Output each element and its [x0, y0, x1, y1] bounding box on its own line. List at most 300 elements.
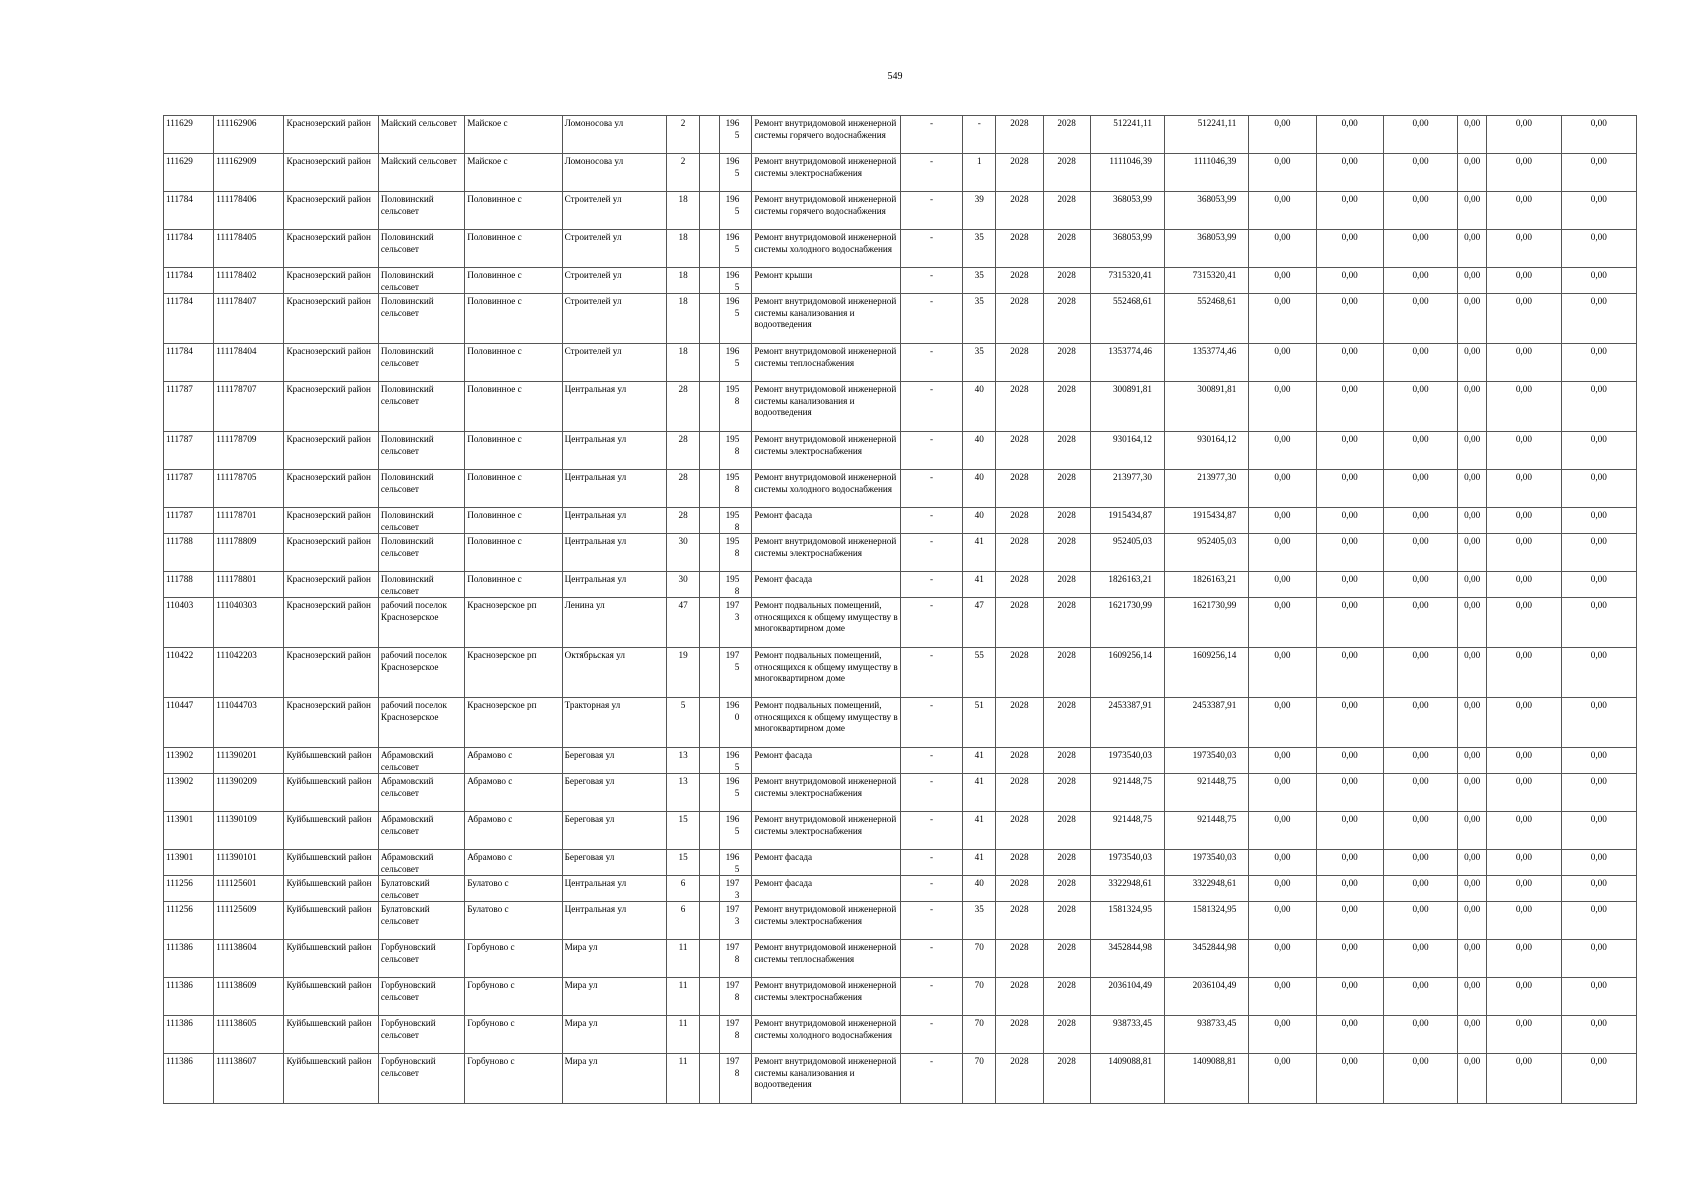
- cell-cost-budget-4: 0,00: [1458, 294, 1487, 344]
- cell-settlement: Горбуново с: [465, 940, 562, 978]
- cell-cost-fund: 7315320,41: [1164, 268, 1248, 294]
- cell-col-count: 41: [963, 774, 996, 812]
- cell-cost-fund: 2453387,91: [1164, 698, 1248, 748]
- cell-year-start: 2028: [996, 774, 1043, 812]
- cell-year-built: 1978: [720, 940, 752, 978]
- cell-street: Строителей ул: [562, 294, 666, 344]
- cell-cost-budget-2: 0,00: [1316, 598, 1383, 648]
- cell-house-number: 15: [667, 812, 700, 850]
- table-row: [164, 698, 1637, 748]
- cell-cost-budget-2: 0,00: [1316, 116, 1383, 154]
- cell-cost-budget-3: 0,00: [1383, 748, 1457, 774]
- cell-house-number: 47: [667, 598, 700, 648]
- cell-cost-fund: 1409088,81: [1164, 1054, 1248, 1104]
- cell-building: [700, 508, 720, 534]
- cell-year-start: 2028: [996, 534, 1043, 572]
- cell-cost-budget-1: 0,00: [1249, 940, 1316, 978]
- cell-cost-fund: 952405,03: [1164, 534, 1248, 572]
- cell-house-id: 111784: [164, 268, 214, 294]
- cell-cost-fund: 1621730,99: [1164, 598, 1248, 648]
- cell-building: [700, 154, 720, 192]
- cell-year-built: 1978: [720, 978, 752, 1016]
- cell-year-built: 1965: [720, 850, 752, 876]
- cell-house-id: 111788: [164, 572, 214, 598]
- cell-year-built: 1965: [720, 154, 752, 192]
- cell-street: Мира ул: [562, 940, 666, 978]
- cell-street: Ломоносова ул: [562, 154, 666, 192]
- table-row: [164, 344, 1637, 382]
- cell-district: Краснозерский район: [284, 572, 378, 598]
- table-row: [164, 902, 1637, 940]
- table-row: [164, 230, 1637, 268]
- cell-settlement: Краснозерское рп: [465, 598, 562, 648]
- cell-cost-other: 0,00: [1561, 850, 1636, 876]
- cell-col-dash: -: [900, 748, 962, 774]
- table-row: [164, 1016, 1637, 1054]
- cell-house-id: 110422: [164, 648, 214, 698]
- cell-cost-budget-2: 0,00: [1316, 902, 1383, 940]
- cell-cost-total: 3452844,98: [1090, 940, 1164, 978]
- cell-year-end: 2028: [1043, 116, 1090, 154]
- cell-cost-other: 0,00: [1561, 116, 1636, 154]
- cell-cost-budget-3: 0,00: [1383, 508, 1457, 534]
- cell-building: [700, 230, 720, 268]
- cell-settlement: Булатово с: [465, 902, 562, 940]
- cell-col-dash: -: [900, 902, 962, 940]
- cell-cost-budget-5: 0,00: [1487, 534, 1561, 572]
- cell-work-id: 111178705: [214, 470, 284, 508]
- cell-cost-budget-4: 0,00: [1458, 382, 1487, 432]
- cell-work-type: Ремонт внутридомовой инженерной системы холодного водоснабжения: [752, 1016, 901, 1054]
- table-body: [164, 116, 1637, 1104]
- cell-work-type: Ремонт внутридомовой инженерной системы электроснабжения: [752, 812, 901, 850]
- table-row: [164, 876, 1637, 902]
- cell-settlement: Половинное с: [465, 508, 562, 534]
- cell-house-number: 11: [667, 978, 700, 1016]
- cell-col-dash: -: [900, 876, 962, 902]
- cell-cost-budget-5: 0,00: [1487, 598, 1561, 648]
- cell-cost-budget-4: 0,00: [1458, 268, 1487, 294]
- cell-settlement: Половинное с: [465, 470, 562, 508]
- cell-year-end: 2028: [1043, 902, 1090, 940]
- cell-cost-budget-4: 0,00: [1458, 812, 1487, 850]
- table-row: [164, 294, 1637, 344]
- cell-cost-budget-4: 0,00: [1458, 876, 1487, 902]
- cell-house-id: 111784: [164, 192, 214, 230]
- cell-municipality: рабочий поселок Краснозерское: [378, 648, 464, 698]
- cell-house-number: 15: [667, 850, 700, 876]
- cell-work-id: 111138604: [214, 940, 284, 978]
- cell-year-built: 1958: [720, 470, 752, 508]
- cell-municipality: Абрамовский сельсовет: [378, 748, 464, 774]
- cell-col-dash: -: [900, 294, 962, 344]
- cell-col-dash: -: [900, 432, 962, 470]
- cell-cost-budget-1: 0,00: [1249, 850, 1316, 876]
- cell-house-number: 30: [667, 572, 700, 598]
- cell-cost-budget-4: 0,00: [1458, 192, 1487, 230]
- cell-col-count: 35: [963, 344, 996, 382]
- cell-house-id: 110447: [164, 698, 214, 748]
- cell-cost-fund: 300891,81: [1164, 382, 1248, 432]
- table-row: [164, 748, 1637, 774]
- cell-cost-budget-3: 0,00: [1383, 648, 1457, 698]
- cell-district: Куйбышевский район: [284, 850, 378, 876]
- cell-municipality: Горбуновский сельсовет: [378, 1054, 464, 1104]
- cell-settlement: Абрамово с: [465, 748, 562, 774]
- cell-work-id: 111125609: [214, 902, 284, 940]
- cell-year-end: 2028: [1043, 268, 1090, 294]
- cell-col-count: 70: [963, 1016, 996, 1054]
- cell-cost-other: 0,00: [1561, 432, 1636, 470]
- cell-cost-budget-2: 0,00: [1316, 940, 1383, 978]
- cell-cost-budget-2: 0,00: [1316, 294, 1383, 344]
- cell-cost-budget-3: 0,00: [1383, 940, 1457, 978]
- cell-building: [700, 940, 720, 978]
- cell-cost-budget-3: 0,00: [1383, 470, 1457, 508]
- cell-cost-budget-3: 0,00: [1383, 1054, 1457, 1104]
- cell-cost-total: 512241,11: [1090, 116, 1164, 154]
- cell-cost-budget-5: 0,00: [1487, 382, 1561, 432]
- cell-work-type: Ремонт внутридомовой инженерной системы канализования и водоотведения: [752, 1054, 901, 1104]
- cell-cost-fund: 3322948,61: [1164, 876, 1248, 902]
- cell-col-count: 51: [963, 698, 996, 748]
- cell-settlement: Половинное с: [465, 294, 562, 344]
- cell-cost-budget-4: 0,00: [1458, 508, 1487, 534]
- cell-col-dash: -: [900, 382, 962, 432]
- cell-work-id: 111162909: [214, 154, 284, 192]
- cell-cost-fund: 1826163,21: [1164, 572, 1248, 598]
- cell-cost-budget-2: 0,00: [1316, 268, 1383, 294]
- cell-work-type: Ремонт подвальных помещений, относящихся к общему имуществу в многоквартирном доме: [752, 648, 901, 698]
- table-row: [164, 812, 1637, 850]
- cell-cost-budget-3: 0,00: [1383, 382, 1457, 432]
- cell-building: [700, 116, 720, 154]
- cell-street: Центральная ул: [562, 534, 666, 572]
- cell-building: [700, 978, 720, 1016]
- cell-building: [700, 876, 720, 902]
- cell-cost-budget-3: 0,00: [1383, 698, 1457, 748]
- cell-cost-budget-1: 0,00: [1249, 978, 1316, 1016]
- cell-year-start: 2028: [996, 294, 1043, 344]
- cell-work-id: 111390101: [214, 850, 284, 876]
- cell-cost-total: 938733,45: [1090, 1016, 1164, 1054]
- cell-district: Краснозерский район: [284, 648, 378, 698]
- cell-municipality: Половинский сельсовет: [378, 268, 464, 294]
- cell-col-dash: -: [900, 154, 962, 192]
- cell-cost-budget-3: 0,00: [1383, 230, 1457, 268]
- cell-cost-budget-3: 0,00: [1383, 1016, 1457, 1054]
- cell-cost-budget-3: 0,00: [1383, 876, 1457, 902]
- cell-col-dash: -: [900, 774, 962, 812]
- cell-cost-budget-5: 0,00: [1487, 648, 1561, 698]
- cell-district: Куйбышевский район: [284, 1054, 378, 1104]
- cell-cost-budget-5: 0,00: [1487, 748, 1561, 774]
- cell-cost-budget-4: 0,00: [1458, 432, 1487, 470]
- cell-house-id: 111386: [164, 1016, 214, 1054]
- cell-district: Краснозерский район: [284, 294, 378, 344]
- cell-year-end: 2028: [1043, 850, 1090, 876]
- cell-district: Куйбышевский район: [284, 902, 378, 940]
- cell-work-type: Ремонт внутридомовой инженерной системы электроснабжения: [752, 902, 901, 940]
- cell-year-built: 1965: [720, 268, 752, 294]
- cell-year-end: 2028: [1043, 344, 1090, 382]
- cell-district: Краснозерский район: [284, 116, 378, 154]
- cell-col-count: -: [963, 116, 996, 154]
- cell-building: [700, 572, 720, 598]
- cell-cost-total: 921448,75: [1090, 774, 1164, 812]
- cell-year-built: 1965: [720, 294, 752, 344]
- cell-street: Ломоносова ул: [562, 116, 666, 154]
- cell-cost-budget-2: 0,00: [1316, 344, 1383, 382]
- cell-cost-fund: 3452844,98: [1164, 940, 1248, 978]
- cell-cost-budget-5: 0,00: [1487, 1016, 1561, 1054]
- cell-municipality: Половинский сельсовет: [378, 534, 464, 572]
- cell-cost-budget-5: 0,00: [1487, 508, 1561, 534]
- cell-work-id: 111044703: [214, 698, 284, 748]
- cell-cost-total: 300891,81: [1090, 382, 1164, 432]
- cell-work-type: Ремонт внутридомовой инженерной системы горячего водоснабжения: [752, 116, 901, 154]
- cell-settlement: Булатово с: [465, 876, 562, 902]
- cell-house-id: 111787: [164, 432, 214, 470]
- cell-work-type: Ремонт подвальных помещений, относящихся к общему имуществу в многоквартирном доме: [752, 598, 901, 648]
- cell-building: [700, 748, 720, 774]
- cell-cost-budget-2: 0,00: [1316, 432, 1383, 470]
- cell-work-id: 111178801: [214, 572, 284, 598]
- cell-municipality: Половинский сельсовет: [378, 294, 464, 344]
- cell-street: Ленина ул: [562, 598, 666, 648]
- cell-cost-other: 0,00: [1561, 698, 1636, 748]
- cell-col-count: 70: [963, 978, 996, 1016]
- cell-house-id: 111784: [164, 294, 214, 344]
- cell-cost-fund: 930164,12: [1164, 432, 1248, 470]
- cell-col-count: 35: [963, 268, 996, 294]
- cell-cost-other: 0,00: [1561, 534, 1636, 572]
- cell-work-id: 111390209: [214, 774, 284, 812]
- cell-building: [700, 812, 720, 850]
- cell-year-start: 2028: [996, 268, 1043, 294]
- cell-cost-budget-2: 0,00: [1316, 748, 1383, 774]
- cell-work-id: 111390109: [214, 812, 284, 850]
- cell-district: Куйбышевский район: [284, 748, 378, 774]
- cell-col-dash: -: [900, 978, 962, 1016]
- cell-cost-budget-2: 0,00: [1316, 192, 1383, 230]
- cell-house-id: 110403: [164, 598, 214, 648]
- cell-year-end: 2028: [1043, 382, 1090, 432]
- cell-cost-budget-4: 0,00: [1458, 850, 1487, 876]
- cell-cost-budget-2: 0,00: [1316, 1016, 1383, 1054]
- cell-cost-fund: 938733,45: [1164, 1016, 1248, 1054]
- cell-house-number: 18: [667, 268, 700, 294]
- cell-cost-budget-4: 0,00: [1458, 598, 1487, 648]
- cell-cost-total: 368053,99: [1090, 192, 1164, 230]
- table-row: [164, 850, 1637, 876]
- table-row: [164, 382, 1637, 432]
- page-number: 549: [887, 71, 903, 82]
- cell-cost-fund: 1973540,03: [1164, 850, 1248, 876]
- cell-cost-other: 0,00: [1561, 1016, 1636, 1054]
- cell-cost-fund: 1609256,14: [1164, 648, 1248, 698]
- cell-district: Краснозерский район: [284, 268, 378, 294]
- cell-year-start: 2028: [996, 432, 1043, 470]
- cell-cost-budget-5: 0,00: [1487, 978, 1561, 1016]
- cell-work-id: 111162906: [214, 116, 284, 154]
- cell-street: Тракторная ул: [562, 698, 666, 748]
- cell-house-id: 113902: [164, 774, 214, 812]
- cell-house-id: 111256: [164, 902, 214, 940]
- cell-cost-fund: 1353774,46: [1164, 344, 1248, 382]
- cell-cost-total: 1581324,95: [1090, 902, 1164, 940]
- cell-cost-budget-2: 0,00: [1316, 534, 1383, 572]
- cell-col-dash: -: [900, 508, 962, 534]
- cell-house-number: 11: [667, 1054, 700, 1104]
- cell-cost-budget-4: 0,00: [1458, 978, 1487, 1016]
- cell-work-id: 111125601: [214, 876, 284, 902]
- cell-cost-budget-2: 0,00: [1316, 230, 1383, 268]
- cell-cost-budget-1: 0,00: [1249, 748, 1316, 774]
- cell-building: [700, 902, 720, 940]
- cell-municipality: Горбуновский сельсовет: [378, 940, 464, 978]
- cell-cost-total: 3322948,61: [1090, 876, 1164, 902]
- cell-cost-budget-2: 0,00: [1316, 876, 1383, 902]
- cell-municipality: Половинский сельсовет: [378, 432, 464, 470]
- cell-cost-budget-3: 0,00: [1383, 432, 1457, 470]
- cell-year-start: 2028: [996, 116, 1043, 154]
- cell-year-built: 1978: [720, 1016, 752, 1054]
- cell-year-built: 1978: [720, 1054, 752, 1104]
- cell-col-count: 40: [963, 432, 996, 470]
- cell-cost-budget-4: 0,00: [1458, 940, 1487, 978]
- cell-year-end: 2028: [1043, 1054, 1090, 1104]
- cell-municipality: Половинский сельсовет: [378, 230, 464, 268]
- cell-year-built: 1965: [720, 116, 752, 154]
- cell-year-start: 2028: [996, 940, 1043, 978]
- cell-cost-budget-3: 0,00: [1383, 902, 1457, 940]
- cell-col-count: 41: [963, 534, 996, 572]
- cell-district: Краснозерский район: [284, 154, 378, 192]
- cell-year-start: 2028: [996, 598, 1043, 648]
- cell-year-built: 1973: [720, 598, 752, 648]
- cell-settlement: Абрамово с: [465, 850, 562, 876]
- cell-building: [700, 534, 720, 572]
- cell-col-count: 55: [963, 648, 996, 698]
- cell-settlement: Половинное с: [465, 432, 562, 470]
- cell-col-count: 47: [963, 598, 996, 648]
- cell-cost-other: 0,00: [1561, 382, 1636, 432]
- cell-cost-budget-2: 0,00: [1316, 978, 1383, 1016]
- cell-building: [700, 268, 720, 294]
- cell-work-type: Ремонт внутридомовой инженерной системы электроснабжения: [752, 534, 901, 572]
- cell-year-start: 2028: [996, 876, 1043, 902]
- cell-work-type: Ремонт внутридомовой инженерной системы электроснабжения: [752, 978, 901, 1016]
- cell-year-built: 1965: [720, 812, 752, 850]
- cell-year-built: 1958: [720, 572, 752, 598]
- cell-district: Краснозерский район: [284, 698, 378, 748]
- cell-cost-fund: 1915434,87: [1164, 508, 1248, 534]
- cell-cost-budget-3: 0,00: [1383, 192, 1457, 230]
- cell-street: Мира ул: [562, 1016, 666, 1054]
- cell-cost-budget-2: 0,00: [1316, 382, 1383, 432]
- cell-house-number: 30: [667, 534, 700, 572]
- cell-cost-other: 0,00: [1561, 598, 1636, 648]
- cell-district: Краснозерский район: [284, 470, 378, 508]
- cell-work-id: 111390201: [214, 748, 284, 774]
- cell-col-dash: -: [900, 268, 962, 294]
- cell-year-end: 2028: [1043, 1016, 1090, 1054]
- cell-cost-fund: 512241,11: [1164, 116, 1248, 154]
- cell-col-dash: -: [900, 572, 962, 598]
- cell-street: Центральная ул: [562, 572, 666, 598]
- cell-house-number: 18: [667, 294, 700, 344]
- cell-cost-other: 0,00: [1561, 876, 1636, 902]
- cell-municipality: Половинский сельсовет: [378, 572, 464, 598]
- table-row: [164, 154, 1637, 192]
- cell-work-type: Ремонт фасада: [752, 508, 901, 534]
- cell-col-count: 40: [963, 470, 996, 508]
- cell-house-number: 28: [667, 470, 700, 508]
- cell-district: Краснозерский район: [284, 344, 378, 382]
- table-row: [164, 978, 1637, 1016]
- cell-cost-budget-4: 0,00: [1458, 344, 1487, 382]
- cell-district: Куйбышевский район: [284, 1016, 378, 1054]
- cell-cost-total: 368053,99: [1090, 230, 1164, 268]
- cell-cost-total: 930164,12: [1090, 432, 1164, 470]
- cell-house-id: 111787: [164, 508, 214, 534]
- cell-year-start: 2028: [996, 470, 1043, 508]
- cell-cost-budget-1: 0,00: [1249, 572, 1316, 598]
- cell-col-count: 41: [963, 572, 996, 598]
- cell-cost-budget-1: 0,00: [1249, 344, 1316, 382]
- cell-cost-budget-3: 0,00: [1383, 294, 1457, 344]
- cell-year-built: 1965: [720, 344, 752, 382]
- cell-year-start: 2028: [996, 648, 1043, 698]
- cell-settlement: Половинное с: [465, 268, 562, 294]
- cell-municipality: Абрамовский сельсовет: [378, 774, 464, 812]
- cell-district: Куйбышевский район: [284, 774, 378, 812]
- cell-work-id: 111138607: [214, 1054, 284, 1104]
- cell-municipality: Половинский сельсовет: [378, 382, 464, 432]
- cell-house-id: 111386: [164, 940, 214, 978]
- cell-cost-other: 0,00: [1561, 940, 1636, 978]
- cell-year-start: 2028: [996, 812, 1043, 850]
- cell-settlement: Абрамово с: [465, 774, 562, 812]
- cell-year-end: 2028: [1043, 648, 1090, 698]
- cell-settlement: Половинное с: [465, 192, 562, 230]
- cell-cost-budget-5: 0,00: [1487, 572, 1561, 598]
- cell-col-dash: -: [900, 648, 962, 698]
- cell-building: [700, 344, 720, 382]
- cell-house-number: 2: [667, 154, 700, 192]
- cell-house-number: 11: [667, 1016, 700, 1054]
- cell-work-id: 111138605: [214, 1016, 284, 1054]
- cell-cost-total: 921448,75: [1090, 812, 1164, 850]
- cell-settlement: Майское с: [465, 154, 562, 192]
- cell-col-count: 1: [963, 154, 996, 192]
- cell-building: [700, 192, 720, 230]
- cell-work-id: 111138609: [214, 978, 284, 1016]
- cell-cost-total: 2453387,91: [1090, 698, 1164, 748]
- cell-cost-budget-4: 0,00: [1458, 902, 1487, 940]
- cell-year-end: 2028: [1043, 748, 1090, 774]
- cell-year-built: 1973: [720, 902, 752, 940]
- cell-cost-budget-1: 0,00: [1249, 648, 1316, 698]
- capital-repair-table: [163, 115, 1637, 1104]
- cell-house-number: 6: [667, 876, 700, 902]
- cell-street: Октябрьская ул: [562, 648, 666, 698]
- table-row: [164, 268, 1637, 294]
- cell-municipality: Булатовский сельсовет: [378, 902, 464, 940]
- cell-col-count: 40: [963, 508, 996, 534]
- cell-work-type: Ремонт внутридомовой инженерной системы горячего водоснабжения: [752, 192, 901, 230]
